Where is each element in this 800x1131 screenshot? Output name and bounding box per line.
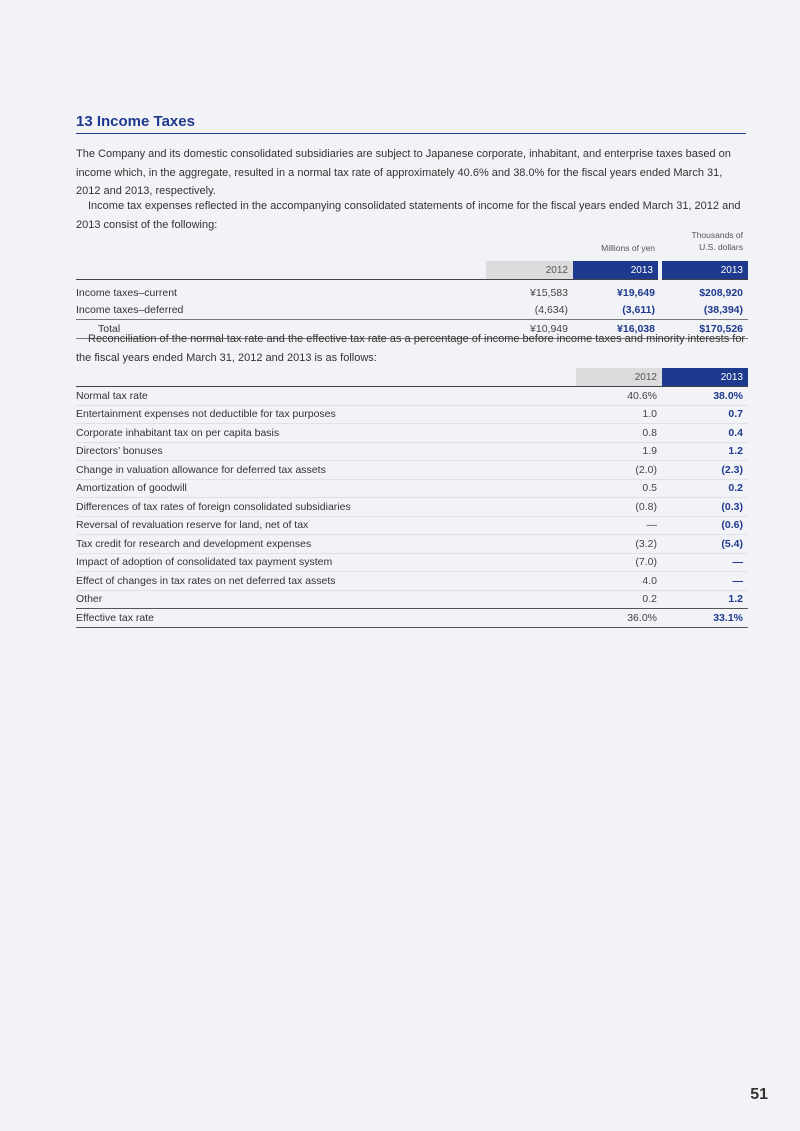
header-2012: 2012 [486,261,573,280]
unit-millions-of-yen: Millions of yen [601,243,655,253]
effective-tax-rate-row: Effective tax rate 36.0% 33.1% [76,609,748,628]
paragraph-reconciliation: Reconciliation of the normal tax rate and the effective tax rate as a percentage of income before income taxes and minority interests for the fiscal years ended March 31, 2012 and 2013 is as follows: [76,333,746,364]
paragraph-income-tax-expenses: Income tax expenses reflected in the accompanying consolidated statements of income for the fiscal years ended March 31, 2012 and 2013 consist of the following: [76,200,741,231]
header-2013-yen: 2013 [573,261,660,280]
table1-header-row [76,261,748,280]
table-row: Other 0.2 1.2 [76,593,743,606]
unit-thousands-usd: Thousands of U.S. dollars [691,230,743,252]
income-tax-expense-table [76,229,748,339]
header-2013: 2013 [662,368,748,387]
table2-header-row [76,368,748,387]
header-2012: 2012 [576,368,662,387]
table-row: Impact of adoption of consolidated tax payment system (7.0) — [76,553,748,572]
table-row: Entertainment expenses not deductible for tax purposes 1.0 0.7 [76,405,748,424]
table-row: Tax credit for research and development expenses (3.2) (5.4) [76,535,748,554]
table-row: Corporate inhabitant tax on per capita basis 0.8 0.4 [76,424,748,443]
row-label: Income taxes–current [76,286,177,299]
table-row: Differences of tax rates of foreign consolidated subsidiaries (0.8) (0.3) [76,498,748,517]
section-title: 13 Income Taxes [76,113,746,134]
table-row: Directors’ bonuses 1.9 1.2 [76,442,748,461]
table-row: Reversal of revaluation reserve for land, net of tax — (0.6) [76,516,748,535]
table-row: Effect of changes in tax rates on net deferred tax assets 4.0 — [76,572,748,591]
table-row: Normal tax rate 40.6% 38.0% [76,387,748,406]
table-row: Amortization of goodwill 0.5 0.2 [76,479,748,498]
total-row: Total ¥10,949 ¥16,038 $170,526 [76,320,748,339]
row-label: Income taxes–deferred [76,304,184,317]
table-row: Income taxes–deferred (4,634) (3,611) (38,394) [76,302,748,320]
total-label: Total [76,320,486,339]
page-number: 51 [750,1086,768,1103]
effective-label: Effective tax rate [76,609,576,628]
table-row: Income taxes–current ¥15,583 ¥19,649 $208,920 [76,284,748,302]
header-2013-usd: 2013 [660,261,748,280]
table-row: Change in valuation allowance for deferred tax assets (2.0) (2.3) [76,461,748,480]
tax-rate-reconciliation-table [76,368,748,628]
paragraph-normal-tax-rate: The Company and its domestic consolidated subsidiaries are subject to Japanese corporate, inhabitant, and enterprise taxes based on income which, in the aggregate, resulted in a normal tax rate of approximately 40.6% and 38.0% for the fiscal years ended March 31, 2012 and 2013, respectively. [76,148,731,197]
